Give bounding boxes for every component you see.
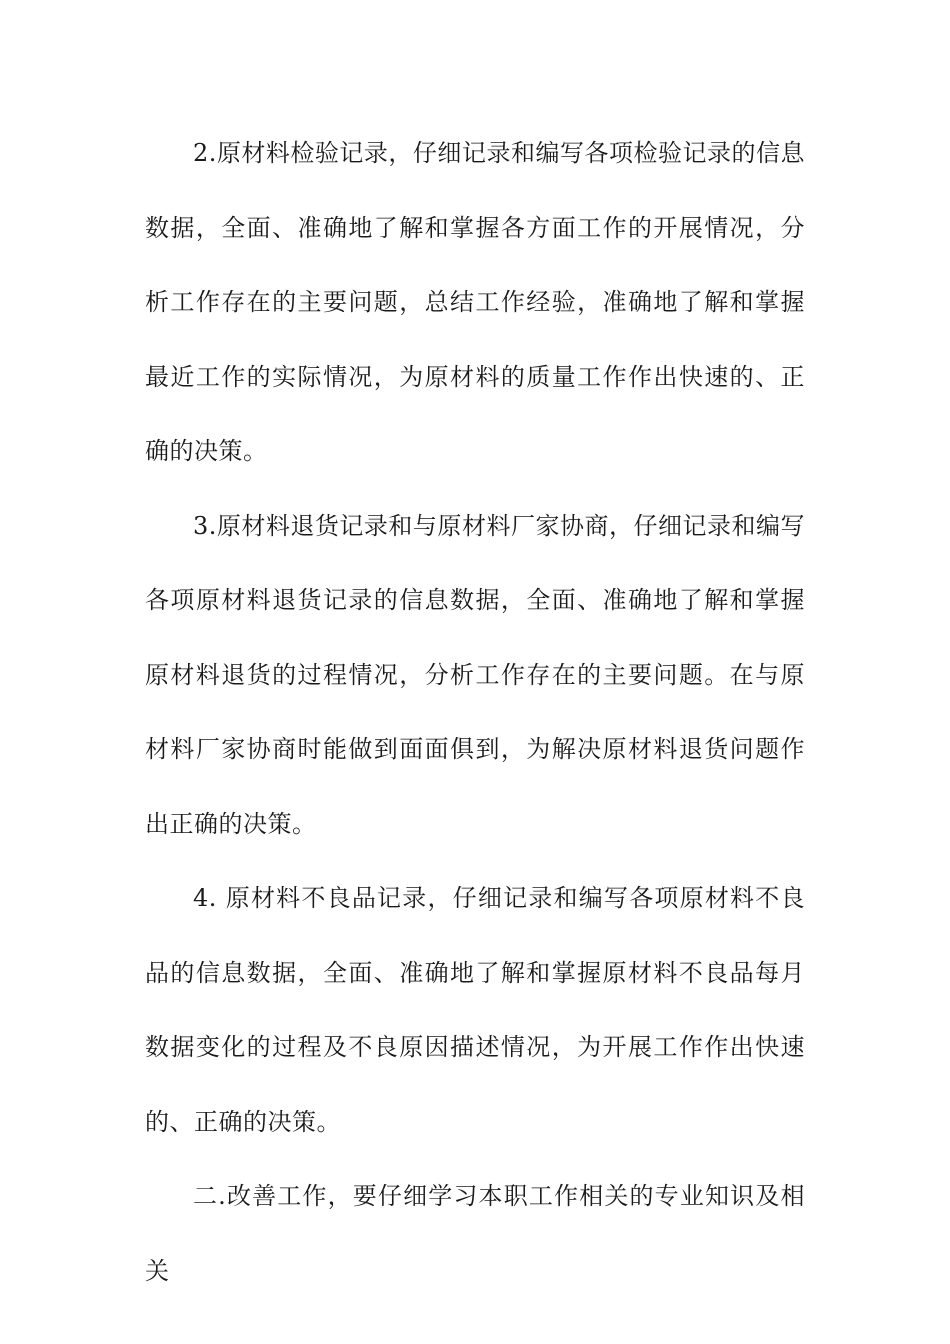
paragraph-defective-records: 4. 原材料不良品记录，仔细记录和编写各项原材料不良品的信息数据，全面、准确地了解和掌握原材料不良品每月数据变化的过程及不良原因描述情况，为开展工作作出快速的、正确的决策。: [145, 884, 805, 1136]
paragraph-improvement-work: 二.改善工作，要仔细学习本职工作相关的专业知识及相关: [145, 1182, 805, 1285]
document-body: [145, 116, 805, 1308]
paragraph-inspection-records: 2.原材料检验记录，仔细记录和编写各项检验记录的信息数据，全面、准确地了解和掌握各方面工作的开展情况，分析工作存在的主要问题，总结工作经验，准确地了解和掌握最近工作的实际情况，为原材料的质量工作作出快速的、正确的决策。: [145, 139, 805, 465]
paragraph-return-records: 3.原材料退货记录和与原材料厂家协商，仔细记录和编写各项原材料退货记录的信息数据，全面、准确地了解和掌握原材料退货的过程情况，分析工作存在的主要问题。在与原材料厂家协商时能做到面面俱到，为解决原材料退货问题作出正确的决策。: [145, 511, 805, 838]
